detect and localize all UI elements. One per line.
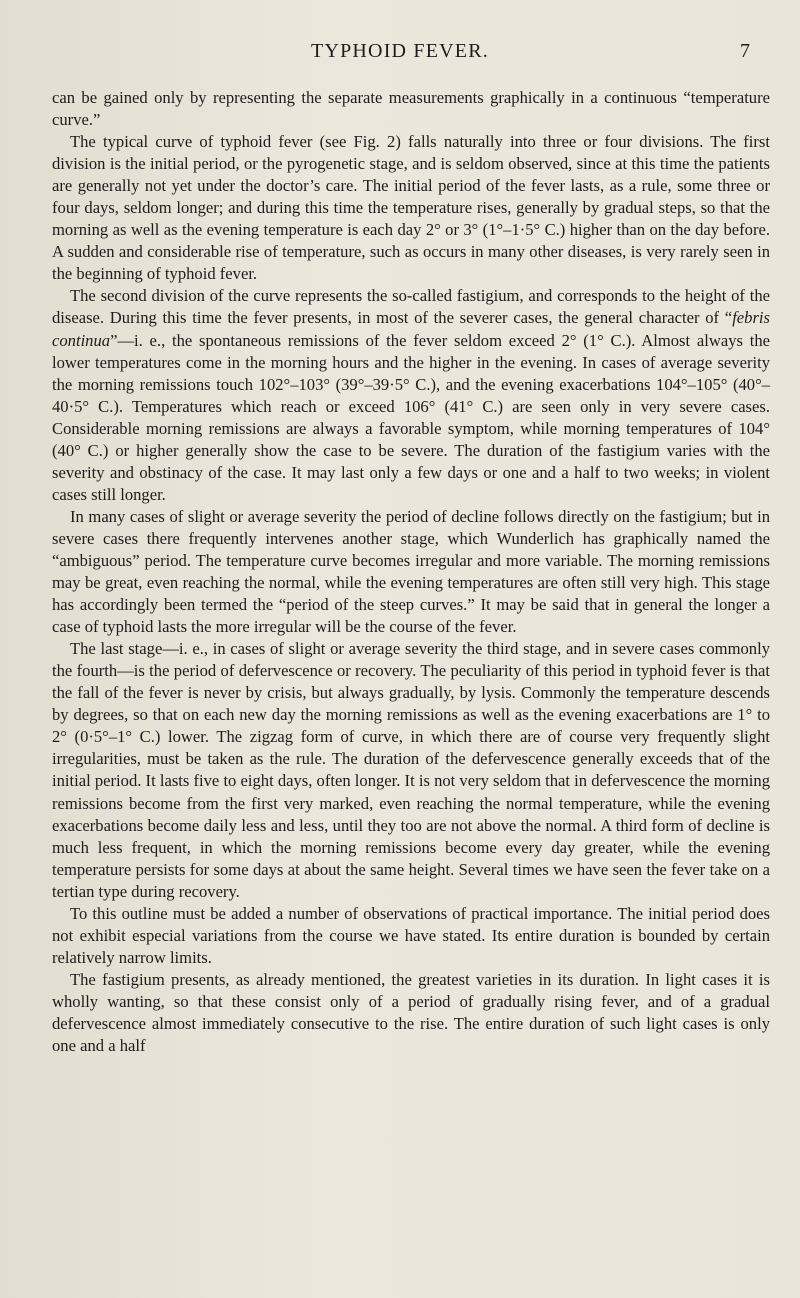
paragraph-continuation: can be gained only by representing the separate measurements graphically in a continuous “temperature curve.” bbox=[52, 88, 770, 130]
paragraph-defervescence: The last stage—i. e., in cases of slight or average severity the third stage, and in severe cases commonly the fourth—is the period of defervescence or recovery. The peculiarity of this period in typhoid fever is that the fall of the fever is never by crisis, but always gradually, by lysis. Commonly the temperature descends by degrees, so that on each new day the morning remissions as well as the evening exacerbations are 1° to 2° (0·5°–1° C.) lower. The zigzag form of curve, in which there are of course very frequently slight irregularities, must be taken as the rule. The duration of the defervescence generally exceeds that of the initial period. It lasts five to eight days, often longer. It is not very seldom that in defervescence the morning remissions become from the first very marked, even reaching the normal temperature, while the evening exacerbations become daily less and less, until they too are not above the normal. A third form of decline is much less frequent, in which the morning remissions become every day greater, while the evening temperature persists for some days at about the same height. Several times we have seen the fever take on a tertian type during recovery. bbox=[52, 639, 770, 901]
paragraph-fastigium-duration: The fastigium presents, as already mentioned, the greatest varieties in its duration. In light cases it is wholly wanting, so that these consist only of a period of gradually rising fever, and of a gradual defervescence almost immediately consecutive to the rise. The entire duration of such light cases is only one and a half bbox=[52, 969, 770, 1056]
paragraph-practical-observations: To this outline must be added a number of observations of practical importance. The initial period does not exhibit especial variations from the course we have stated. Its entire duration is bounded by certain relatively narrow limits. bbox=[52, 903, 770, 967]
paragraph-fastigium-text-1: The second division of the curve represents the so-called fastigium, and corresponds to the height of the disease. During this time the fever presents, in most of the severer cases, the general character of “ bbox=[52, 286, 770, 328]
page-header bbox=[0, 40, 800, 70]
paragraph-fastigium bbox=[52, 285, 770, 505]
paragraph-fastigium-text-2: ”—i. e., the spontaneous remissions of the fever seldom exceed 2° (1° C.). Almost always the lower temperatures come in the morning hours and the higher in the evening. In cases of average severity the morning remissions touch 102°–103° (39°–39·5° C.), and the evening exacerbations 104°–105° (40°–40·5° C.). Temperatures which reach or exceed 106° (41° C.) are seen only in very severe cases. Considerable morning remissions are always a favorable symptom, while morning temperatures of 104° (40° C.) or higher generally show the case to be severe. The duration of the fastigium varies with the severity and obstinacy of the case. It may last only a few days or one and a half to two weeks; in violent cases still longer. bbox=[52, 330, 770, 504]
page-number: 7 bbox=[740, 40, 750, 62]
running-title: TYPHOID FEVER. bbox=[311, 40, 489, 62]
paragraph-ambiguous-period: In many cases of slight or average severity the period of decline follows directly on the fastigium; but in severe cases there frequently intervenes another stage, which Wunderlich has graphically named the “ambiguous” period. The temperature curve becomes irregular and more variable. The morning remissions may be great, even reaching the normal, while the evening temperatures are often still very high. This stage has accordingly been termed the “period of the steep curves.” It may be said that in general the longer a case of typhoid lasts the more irregular will be the course of the fever. bbox=[52, 506, 770, 637]
febris-continua-term: febris continua bbox=[52, 308, 770, 350]
paragraph-typical-curve: The typical curve of typhoid fever (see Fig. 2) falls naturally into three or four divisions. The first division is the initial period, or the pyrogenetic stage, and is seldom observed, since at this time the patients are generally not yet under the doctor’s care. The initial period of the fever lasts, as a rule, some three or four days, seldom longer; and during this time the temperature rises, generally by gradual steps, so that the morning as well as the evening temperature is each day 2° or 3° (1°–1·5° C.) higher than on the day before. A sudden and considerable rise of temperature, such as occurs in many other diseases, is very rarely seen in the beginning of typhoid fever. bbox=[52, 132, 770, 284]
body-text bbox=[52, 87, 770, 1057]
